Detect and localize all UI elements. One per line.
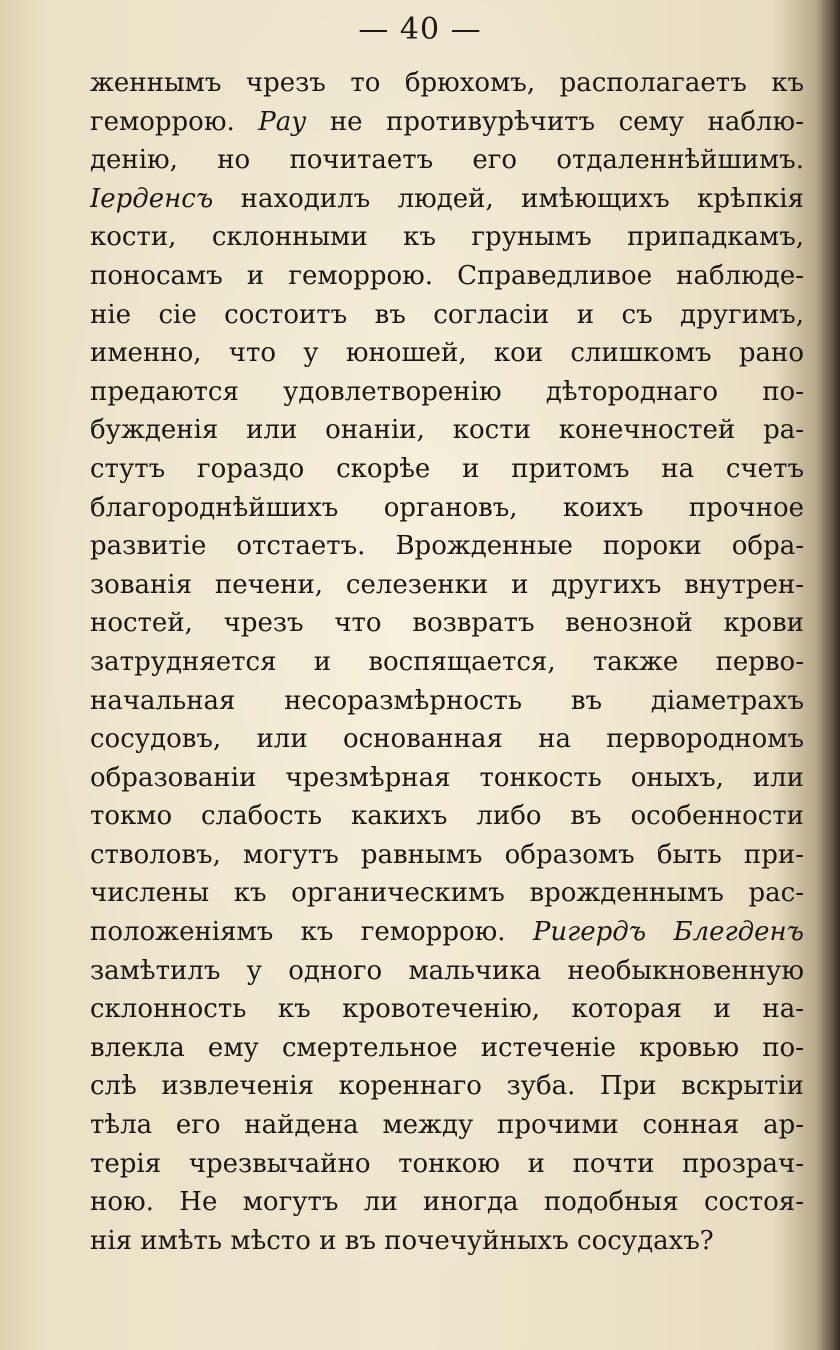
text-segment: слѣ извлеченія кореннаго зуба. При вскрытіи [90, 1071, 804, 1102]
text-segment: токмо слабость какихъ либо въ особенности [90, 801, 804, 832]
text-line [90, 874, 804, 913]
text-line [90, 952, 804, 991]
text-line [90, 759, 804, 798]
text-line [90, 1106, 804, 1145]
italic-name: Ригердъ Блегденъ [532, 917, 804, 948]
text-line [90, 373, 804, 412]
text-segment: развитіе отстаетъ. Врожденные пороки обра- [90, 531, 804, 562]
text-segment: геморрою. [90, 106, 259, 137]
text-line [90, 527, 804, 566]
text-segment: благороднѣйшихъ органовъ, коихъ прочное [90, 492, 804, 523]
text-line [90, 990, 804, 1029]
text-line [90, 141, 804, 180]
text-segment: влекла ему смертельное истеченіе кровью по- [90, 1032, 804, 1063]
text-line [90, 682, 804, 721]
text-segment: нія имѣть мѣсто и въ почечуйныхъ сосудахъ? [90, 1225, 714, 1256]
text-segment: склонность къ кровотеченію, которая и на- [90, 994, 804, 1025]
text-segment: стволовъ, могутъ равнымъ образомъ быть при- [90, 839, 804, 870]
text-line [90, 489, 804, 528]
text-segment: женнымъ чрезъ то брюхомъ, располагаетъ къ [90, 68, 804, 98]
text-line [90, 1029, 804, 1068]
text-segment: кости, склонными къ грунымъ припадкамъ, [90, 222, 804, 253]
text-line [90, 1222, 804, 1261]
text-line [90, 218, 804, 257]
text-segment: ностей, чрезъ что возвратъ венозной крови [90, 608, 804, 639]
italic-name: Іерденсъ [90, 183, 214, 214]
text-segment: терія чрезвычайно тонкою и почти прозрач- [90, 1148, 804, 1179]
text-line [90, 296, 804, 335]
text-segment: поносамъ и геморрою. Справедливое наблюде- [90, 260, 804, 291]
text-segment: начальная несоразмѣрность въ діаметрахъ [90, 685, 804, 716]
body-text [90, 64, 804, 1260]
page-edge-shadow [818, 0, 840, 1350]
text-segment: тѣла его найдена между прочими сонная ар- [90, 1110, 804, 1141]
text-segment: ною. Не могутъ ли иногда подобныя состоя- [90, 1187, 804, 1218]
text-segment: образованіи чрезмѣрная тонкость оныхъ, или [90, 762, 804, 793]
text-line [90, 411, 804, 450]
text-segment: замѣтилъ у одного мальчика необыкновенную [90, 955, 804, 986]
text-line [90, 604, 804, 643]
text-segment: ніе сіе состоитъ въ согласіи и съ другимъ, [90, 299, 804, 330]
text-segment: не противурѣчитъ сему наблю- [306, 106, 804, 137]
italic-name: Рау [258, 106, 307, 137]
text-line [90, 1145, 804, 1184]
text-line [90, 257, 804, 296]
text-segment: именно, что у юношей, кои слишкомъ рано [90, 338, 804, 369]
text-segment: зованія печени, селезенки и другихъ внутрен- [90, 569, 804, 600]
text-segment: бужденія или онаніи, кости конечностей ра- [90, 415, 804, 446]
text-line [90, 450, 804, 489]
text-segment: положеніямъ къ геморрою. [90, 917, 533, 948]
text-line [90, 103, 804, 142]
text-line [90, 64, 804, 103]
text-line [90, 643, 804, 682]
text-line [90, 797, 804, 836]
text-segment: сосудовъ, или основанная на первородномъ [90, 724, 804, 755]
text-line [90, 566, 804, 605]
text-line [90, 720, 804, 759]
text-segment: предаются удовлетворенію дѣтороднаго по- [90, 376, 804, 407]
text-segment: денію, но почитаетъ его отдаленнѣйшимъ. [90, 145, 804, 176]
text-line [90, 334, 804, 373]
text-line [90, 836, 804, 875]
page-number: — 40 — [358, 12, 482, 47]
text-segment: стутъ гораздо скорѣе и притомъ на счетъ [90, 453, 804, 484]
text-segment: затрудняется и воспящается, также перво- [90, 646, 804, 677]
text-line [90, 1183, 804, 1222]
text-line [90, 913, 804, 952]
text-segment: числены къ органическимъ врожденнымъ рас- [90, 878, 804, 909]
text-line [90, 180, 804, 219]
text-segment: находилъ людей, имѣющихъ крѣпкія [213, 183, 804, 214]
text-line [90, 1067, 804, 1106]
